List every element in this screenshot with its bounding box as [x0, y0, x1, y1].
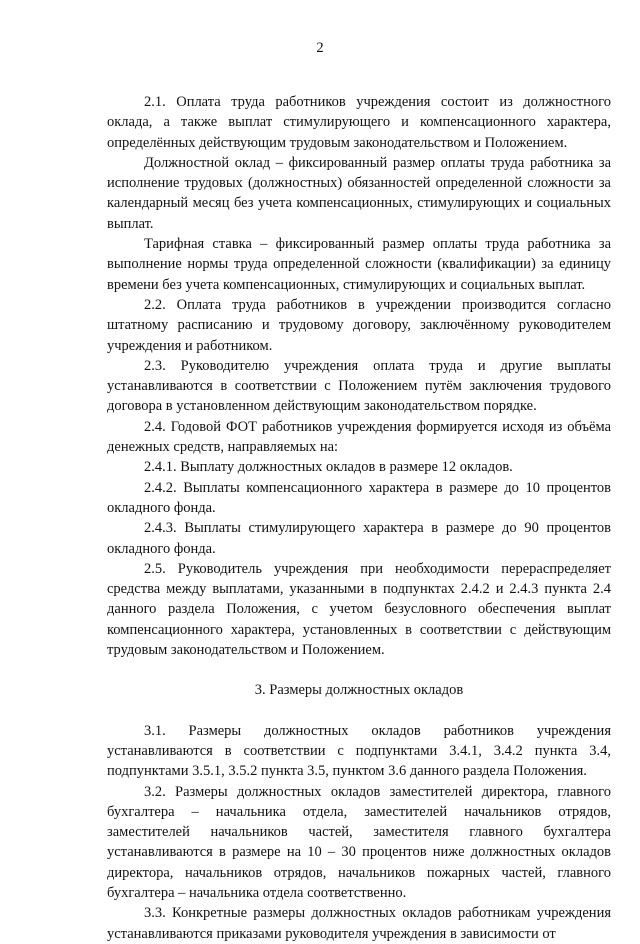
page-number: 2	[316, 40, 324, 56]
paragraph-2-5: 2.5. Руководитель учреждения при необходимости перераспределяет средства между выплатами, указанными в подпунктах 2.4.2 и 2.4.3 пункта 2.4 данного раздела Положения, с учетом безусловного обеспечения выплат компенсационного характера, установленных в соответствии с действующим трудовым законодательством и Положением.	[107, 560, 611, 659]
paragraph-2-4-2: 2.4.2. Выплаты компенсационного характера в размере до 10 процентов окладного фонда.	[107, 479, 611, 516]
paragraph-2-2: 2.2. Оплата труда работников в учреждении производится согласно штатному расписанию и трудовому договору, заключённому руководителем учреждения и работником.	[107, 296, 611, 354]
document-body	[107, 92, 611, 944]
section-spacer	[107, 701, 611, 721]
paragraph-2-1: 2.1. Оплата труда работников учреждения состоит из должностного оклада, а также выплат стимулирующего и компенсационного характера, определённых действующим трудовым законодательством и Положением.	[107, 94, 611, 151]
section-heading: 3. Размеры должностных окладов	[254, 682, 464, 699]
paragraph-3-3: 3.3. Конкретные размеры должностных окладов работникам учреждения устанавливаются приказами руководителя учреждения в зависимости от	[107, 905, 611, 942]
section-spacer	[107, 660, 611, 680]
paragraph-3-2: 3.2. Размеры должностных окладов заместителей директора, главного бухгалтера – начальника отдела, заместителей начальников отрядов, заместителей начальников частей, заместителя главного бухгалтера устанавливаются в размере на 10 – 30 процентов ниже должностных окладов директора, начальников отрядов, начальников пожарных частей, главного бухгалтера – начальника отдела соответственно.	[107, 783, 611, 901]
paragraph-2-3: 2.3. Руководителю учреждения оплата труда и другие выплаты устанавливаются в соответствии с Положением путём заключения трудового договора в установленном действующим законодательством порядке.	[107, 357, 611, 415]
paragraph-2-4-1: 2.4.1. Выплату должностных окладов в размере 12 окладов.	[144, 459, 513, 476]
paragraph-tariff-rate-definition: Тарифная ставка – фиксированный размер оплаты труда работника за выполнение нормы труда определенной сложности (квалификации) за единицу времени без учета компенсационных, стимулирующих и социальных выплат.	[107, 236, 611, 293]
paragraph-2-4-3: 2.4.3. Выплаты стимулирующего характера в размере до 90 процентов окладного фонда.	[107, 520, 611, 557]
paragraph-2-4: 2.4. Годовой ФОТ работников учреждения формируется исходя из объёма денежных средств, направляемых на:	[107, 418, 611, 456]
paragraph-3-1: 3.1. Размеры должностных окладов работников учреждения устанавливаются в соответствии с подпунктами 3.4.1, 3.4.2 пункта 3.4, подпунктами 3.5.1, 3.5.2 пункта 3.5, пунктом 3.6 данного раздела Положения.	[107, 722, 611, 780]
paragraph-base-salary-definition: Должностной оклад – фиксированный размер оплаты труда работника за исполнение трудовых (должностных) обязанностей определенной сложности за календарный месяц без учета компенсационных, стимулирующих и социальных выплат.	[107, 154, 611, 232]
